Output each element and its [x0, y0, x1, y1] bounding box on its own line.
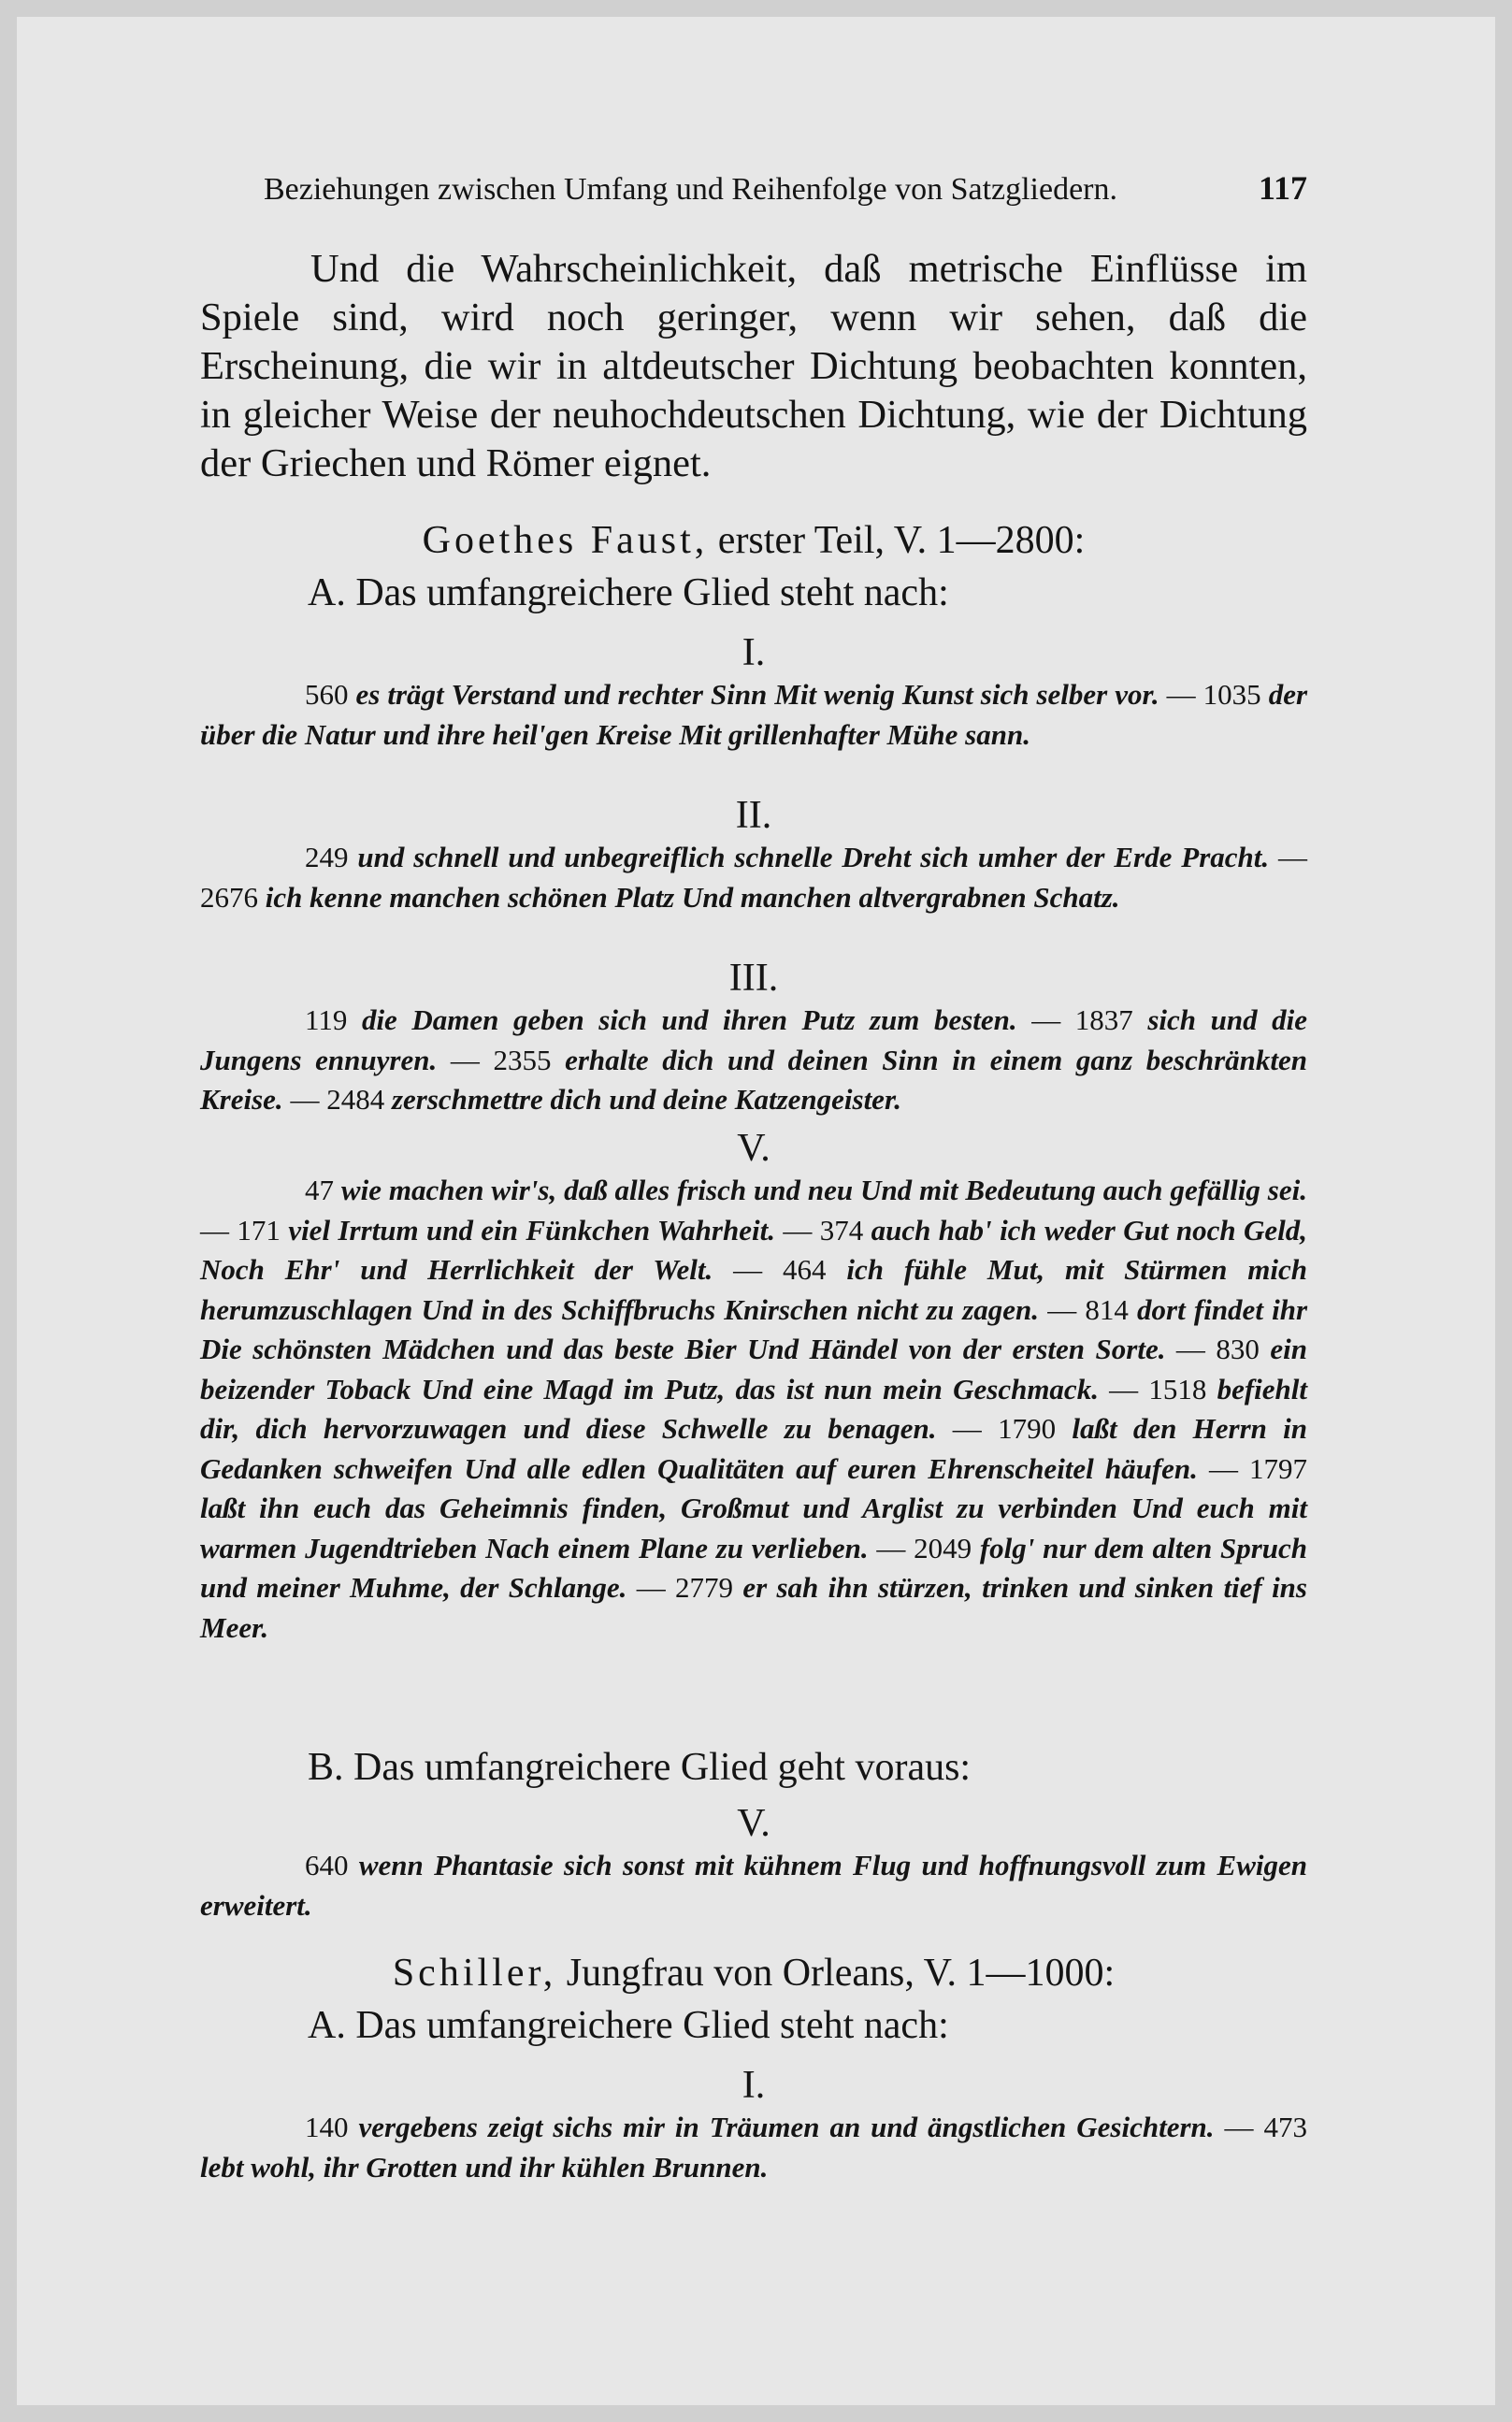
entry-quote: es trägt Verstand und rechter Sinn Mit wenig Kunst sich selber vor.	[355, 678, 1159, 711]
entry-number: 374	[819, 1213, 864, 1247]
entry-quote: wie machen wir's, daß alles frisch und neu Und mit Bedeutung auch gefällig sei.	[340, 1174, 1307, 1206]
entry-number: 119	[305, 1003, 348, 1036]
entry-number: 1518	[1148, 1372, 1207, 1406]
entry-number: 1790	[998, 1412, 1057, 1445]
schiller-section-a: A. Das umfangreichere Glied steht nach:	[308, 2004, 949, 2047]
dash-separator: —	[1197, 1451, 1249, 1485]
entry-number: 2355	[493, 1043, 552, 1076]
entry-quote: folg' nur dem alten Spruch und meiner Muhme, der Schlange.	[200, 1531, 1308, 1604]
faust-section-a: A. Das umfangreichere Glied steht nach:	[308, 571, 949, 614]
entry-quote: sich und die Jungens ennuyren.	[200, 1003, 1308, 1076]
entry-quote: lebt wohl, ihr Grotten und ihr kühlen Brunnen.	[200, 2150, 769, 2184]
entry-number: 2779	[675, 1571, 733, 1604]
schiller-heading-range: Jungfrau von Orleans, V. 1—1000:	[556, 1952, 1116, 1995]
faust-group-ii	[200, 793, 1307, 917]
entry-quote: wenn Phantasie sich sonst mit kühnem Flug und hoffnungsvoll zum Ewigen erweitert.	[200, 1849, 1308, 1922]
entry-quote: auch hab' ich weder Gut noch Geld, Noch Ehr' und Herrlichkeit der Welt.	[200, 1213, 1308, 1286]
entry-quote: und schnell und unbegreiflich schnelle Dreht sich umher der Erde Pracht.	[357, 841, 1270, 873]
entry-quote: befiehlt dir, dich hervorzuwagen und diese Schwelle zu benagen.	[200, 1372, 1308, 1445]
faust-heading	[200, 514, 1307, 567]
roman-numeral: V.	[737, 1127, 770, 1170]
faust-section-b-block	[200, 1741, 1307, 1794]
entry-quote: viel Irrtum und ein Fünkchen Wahrheit.	[288, 1213, 775, 1247]
roman-numeral: I.	[742, 2064, 766, 2107]
schiller-group-i	[200, 2063, 1307, 2187]
entry-number: 814	[1085, 1292, 1129, 1326]
entry-number: 640	[305, 1849, 349, 1881]
page-number: 117	[1258, 169, 1307, 207]
dash-separator: —	[437, 1043, 494, 1076]
intro-block	[200, 245, 1307, 488]
dash-separator: —	[774, 1213, 820, 1247]
running-head	[264, 168, 1307, 208]
entry-quote: ich kenne manchen schönen Platz Und manchen altvergrabnen Schatz.	[265, 880, 1120, 914]
entry-list	[200, 1001, 1307, 1120]
intro-paragraph: Und die Wahrscheinlichkeit, daß metrische Einflüsse im Spiele sind, wird noch geringer, wenn wir sehen, daß die Erscheinung, die wir in altdeutscher Dichtung beobachten konnten, in gleicher Weise der neuhochdeutschen Dichtung, wie der Dichtung der Griechen und Römer eignet.	[200, 247, 1307, 485]
dash-separator: —	[1098, 1372, 1149, 1406]
dash-separator: —	[200, 1213, 238, 1247]
entry-list	[200, 1171, 1307, 1648]
roman-numeral: V.	[737, 1802, 770, 1845]
faust-group-iii	[200, 956, 1307, 1120]
entry-quote: ich fühle Mut, mit Stürmen mich herumzuschlagen Und in des Schiffbruchs Knirschen nicht zu zagen.	[200, 1253, 1308, 1326]
entry-number: 2484	[326, 1083, 385, 1116]
entry-number: 560	[305, 678, 349, 711]
roman-numeral: I.	[742, 631, 766, 674]
entry-quote: zerschmettre dich und deine Katzengeister.	[391, 1083, 902, 1116]
entry-quote: vergebens zeigt sichs mir in Träumen an und ängstlichen Gesichtern.	[358, 2111, 1215, 2143]
dash-separator: —	[868, 1531, 914, 1564]
dash-separator: —	[1214, 2111, 1264, 2143]
entry-number: 171	[237, 1213, 281, 1247]
entry-number: 140	[305, 2111, 349, 2143]
entry-quote: erhalte dich und deinen Sinn in einem ganz beschränkten Kreise.	[200, 1043, 1307, 1116]
running-head-title: Beziehungen zwischen Umfang und Reihenfolge von Satzgliedern.	[264, 172, 1118, 207]
dash-separator: —	[282, 1083, 327, 1116]
faust-section-b: B. Das umfangreichere Glied geht voraus:	[308, 1746, 972, 1789]
entry-number: 473	[1263, 2111, 1308, 2143]
entry-number: 2049	[914, 1531, 972, 1564]
dash-separator: —	[1159, 678, 1203, 711]
entry-quote: laßt den Herrn in Gedanken schweifen Und alle edlen Qualitäten auf euren Ehrenscheitel häufen.	[200, 1412, 1308, 1485]
entry-quote: ein beizender Toback Und eine Magd im Putz, das ist nun mein Geschmack.	[200, 1333, 1308, 1406]
faust-heading-range: erster Teil, V. 1—2800:	[708, 519, 1086, 562]
entry-number: 249	[305, 841, 349, 873]
faust-group-v	[200, 1126, 1307, 1648]
dash-separator: —	[936, 1412, 999, 1445]
faust-heading-block	[200, 514, 1307, 619]
entry-number: 1797	[1249, 1451, 1307, 1485]
entry-number: 47	[305, 1174, 334, 1206]
entry-number: 1035	[1202, 678, 1261, 711]
dash-separator: —	[1039, 1292, 1086, 1326]
faust-group-i	[200, 630, 1307, 755]
entry-quote: laßt ihn euch das Geheimnis finden, Großmut und Arglist zu verbinden Und euch mit warmen Jugendtrieben Nach einem Plane zu verlieben.	[200, 1492, 1307, 1564]
entry-list	[200, 2108, 1307, 2187]
entry-number: 464	[783, 1253, 827, 1286]
entry-list	[200, 838, 1307, 917]
entry-number: 2676	[200, 880, 258, 914]
entry-quote: er sah ihn stürzen, trinken und sinken tief ins Meer.	[200, 1571, 1307, 1644]
entry-quote: die Damen geben sich und ihren Putz zum besten.	[361, 1003, 1017, 1036]
dash-separator: —	[1269, 841, 1308, 873]
schiller-heading-block	[200, 1947, 1307, 2052]
schiller-heading	[200, 1947, 1307, 1999]
dash-separator: —	[626, 1571, 675, 1604]
entry-list	[200, 1846, 1307, 1925]
entry-list	[200, 675, 1307, 755]
dash-separator: —	[1165, 1333, 1217, 1365]
roman-numeral: III.	[728, 957, 779, 1000]
schiller-heading-author: Schiller,	[392, 1952, 557, 1995]
dash-separator: —	[1016, 1003, 1075, 1036]
dash-separator: —	[713, 1253, 784, 1286]
entry-quote: der über die Natur und ihre heil'gen Kreise Mit grillenhafter Mühe sann.	[200, 678, 1308, 751]
roman-numeral: II.	[735, 794, 772, 837]
faust-heading-author: Goethes Faust,	[422, 519, 709, 562]
entry-quote: dort findet ihr Die schönsten Mädchen und das beste Bier Und Händel von der ersten Sorte.	[200, 1292, 1308, 1365]
entry-number: 830	[1216, 1333, 1260, 1365]
faust-group-b-v	[200, 1801, 1307, 1925]
entry-number: 1837	[1074, 1003, 1133, 1036]
